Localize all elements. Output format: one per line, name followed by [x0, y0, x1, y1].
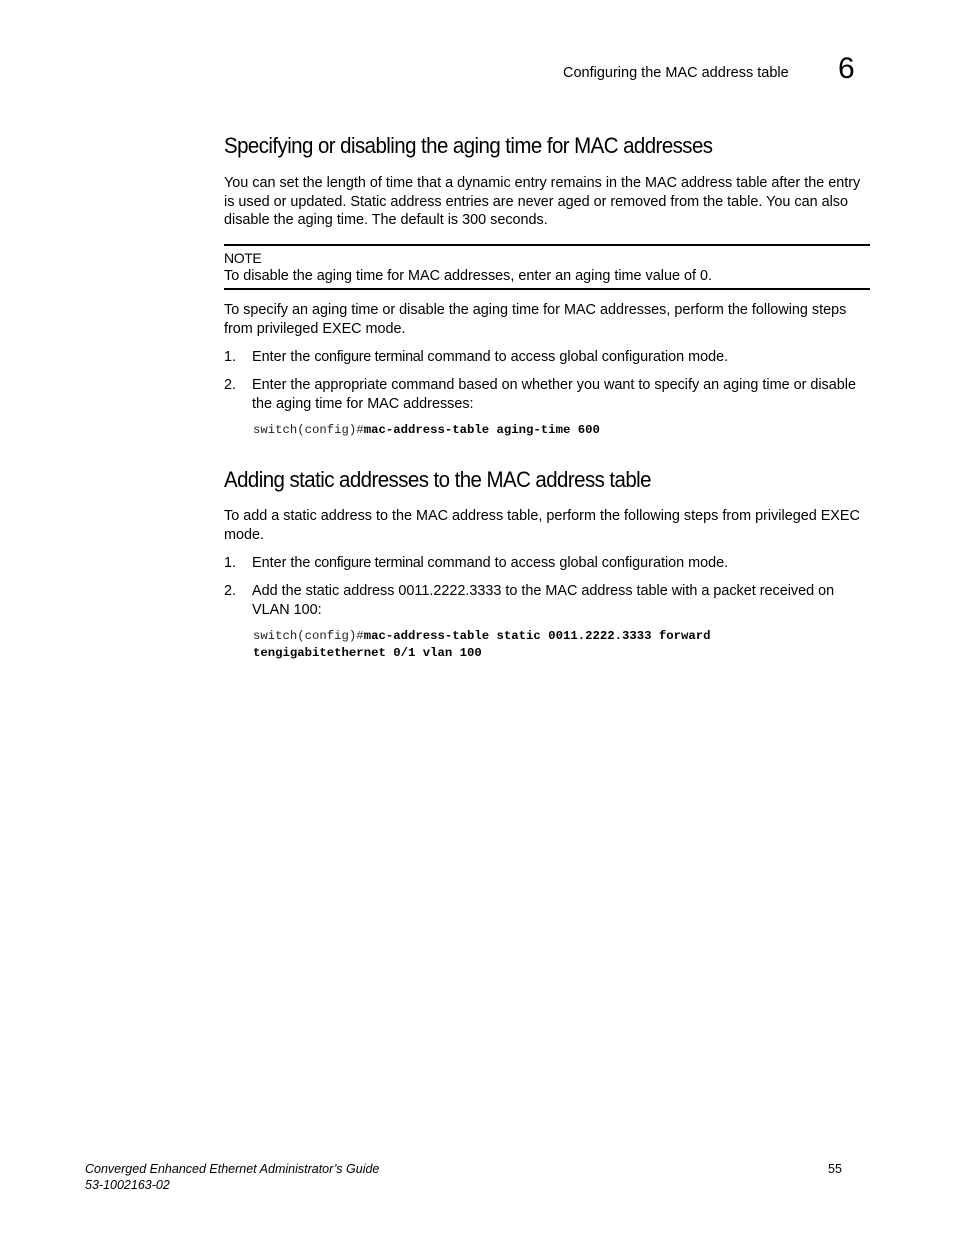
step-text-suffix: command to access global configuration mode. [423, 349, 729, 365]
cli-command-line-2: tengigabitethernet 0/1 vlan 100 [253, 646, 482, 660]
step-number: 1. [224, 349, 237, 365]
steps-intro-paragraph: To specify an aging time or disable the aging time for MAC addresses, perform the following steps from privileged EXEC mode. [224, 302, 847, 337]
step-text-prefix: Enter the [252, 349, 315, 365]
running-header-title: Configuring the MAC address table [563, 65, 789, 81]
section-intro-paragraph: To add a static address to the MAC address table, perform the following steps from privileged EXEC mode. [224, 508, 860, 543]
step-item [224, 376, 870, 413]
step-number: 1. [224, 555, 237, 571]
command-keyword: configure terminal [314, 555, 424, 571]
step-number: 2. [224, 377, 237, 393]
cli-command: mac-address-table aging-time 600 [363, 423, 600, 437]
command-keyword: configure terminal [314, 349, 424, 365]
note-box [224, 244, 870, 290]
step-number: 2. [224, 583, 237, 599]
footer-doc-number: 53-1002163-02 [85, 1178, 170, 1192]
step-text: Enter the appropriate command based on whether you want to specify an aging time or disable the aging time for MAC addresses: [252, 377, 856, 412]
note-label: NOTE [224, 250, 262, 266]
step-text [252, 554, 870, 573]
section-intro-paragraph: You can set the length of time that a dynamic entry remains in the MAC address table after the entry is used or updated. Static address entries are never aged or removed from the table. You can also disable the aging time. The default is 300 seconds. [224, 175, 861, 229]
code-example [253, 422, 600, 439]
cli-prompt: switch(config)# [253, 629, 364, 643]
step-item [224, 554, 870, 573]
step-text-prefix: Enter the [252, 555, 315, 571]
step-text [252, 348, 870, 367]
chapter-number: 6 [838, 52, 855, 85]
section-heading-static-addresses: Adding static addresses to the MAC address table [224, 467, 652, 492]
footer-page-number: 55 [828, 1162, 842, 1176]
step-item [224, 582, 870, 619]
footer-book-title: Converged Enhanced Ethernet Administrator’s Guide [85, 1162, 380, 1176]
cli-prompt: switch(config)# [253, 423, 364, 437]
note-text: To disable the aging time for MAC addresses, enter an aging time value of 0. [224, 268, 712, 284]
step-item [224, 348, 870, 367]
code-example [253, 628, 711, 662]
section-heading-aging-time: Specifying or disabling the aging time for MAC addresses [224, 133, 713, 158]
step-text-suffix: command to access global configuration mode. [423, 555, 729, 571]
cli-command-line-1: mac-address-table static 0011.2222.3333 forward [363, 629, 711, 643]
step-text: Add the static address 0011.2222.3333 to the MAC address table with a packet received on VLAN 100: [252, 583, 835, 618]
